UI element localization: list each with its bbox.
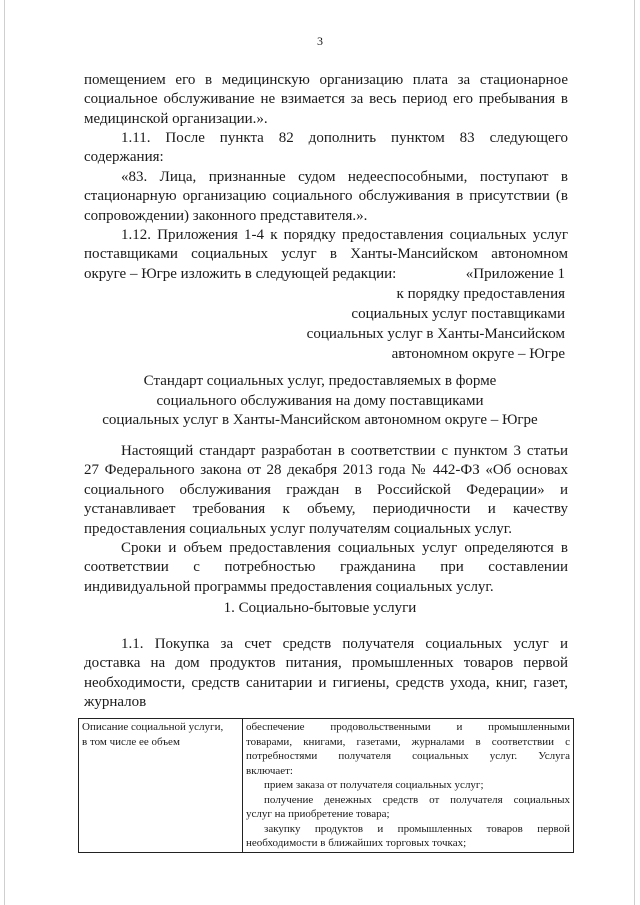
text-line: поставщиками социальных услуг в Ханты-Мансийском автономном [84,246,568,263]
paragraph-continuation [84,71,568,129]
paragraph-1-1 [84,635,568,713]
text-line: 27 Федерального закона от 28 декабря 2013 года № 442-ФЗ «Об основах [84,462,568,479]
text-line: социального обслуживания на дому поставщиками [156,392,484,409]
text-line: «83. Лица, признанные судом недееспособными, поступают в [121,169,568,185]
text-line: социальное обслуживание не взимается за весь период его пребывания в [84,91,568,108]
text-line: доставка на дом продуктов питания, промышленных товаров первой [84,655,568,672]
text-line: устанавливает требования к объему, периодичности и качеству [84,501,568,518]
text-line: прием заказа от получателя социальных услуг; [264,779,484,791]
text-line: соответствии с потребностью гражданина при составлении [84,559,568,576]
paragraph-quote-83 [84,168,568,226]
page-number: 3 [317,34,323,48]
paragraph-1-11 [84,129,568,168]
text-line: 1.11. После пункта 82 дополнить пунктом 83 следующего [121,130,568,146]
text-line: предоставления социальных услуг получателям социальных услуг. [84,520,513,537]
text-line: 1.12. Приложения 1-4 к порядку предоставления социальных услуг [121,227,568,243]
text-line: «Приложение 1 [465,266,565,282]
text-line: сопровождении) законного представителя.». [84,207,368,224]
appendix-header [265,264,565,364]
text-line: Настоящий стандарт разработан в соответствии с пунктом 3 статьи [121,443,568,459]
table-cell-label [79,719,243,853]
text-line: товарами, книгами, газетами, журналами в соответствии с [246,735,570,748]
standard-title [0,372,640,431]
text-line: 1.1. Покупка за счет средств получателя социальных услуг и [121,636,568,652]
text-line: социальных услуг поставщиками [351,306,565,322]
text-line: Описание социальной услуги, [82,721,224,733]
text-line: закупку продуктов и промышленных товаров первой [264,822,570,835]
text-line: автономном округе – Югре [391,346,565,362]
text-line: необходимости в ближайших торговых точках; [246,837,467,849]
text-line: индивидуальной программы предоставления социальных услуг. [84,578,494,595]
service-table [78,718,574,853]
text-line: Стандарт социальных услуг, предоставляемых в форме [143,373,497,389]
text-line: округе – Югре изложить в следующей редакции: [84,265,397,282]
text-line: включает: [246,764,293,777]
text-line: Сроки и объем предоставления социальных услуг определяются в [121,540,568,556]
scan-left-edge [4,0,5,905]
table-row [79,719,574,853]
section-heading: 1. Социально-бытовые услуги [223,600,417,616]
text-line: к порядку предоставления [396,286,565,302]
text-line: социальных услуг в Ханты-Мансийском [306,326,565,342]
table-cell-description [243,719,574,853]
text-line: потребностями получателя социальных услуг. Услуга [246,750,570,762]
text-line: в том числе ее объем [82,735,180,748]
text-line: необходимости, средств санитарии и гигиены, средств ухода, книг, газет, [84,674,568,691]
paragraph-terms [84,539,568,597]
text-line: социального обслуживания граждан в Российской Федерации» и [84,481,568,498]
text-line: обеспечение продовольственными и промышленными [246,721,570,733]
text-line: социальных услуг в Ханты-Мансийском автономном округе – Югре [102,412,538,428]
text-line: получение денежных средств от получателя социальных [264,793,570,806]
text-line: содержания: [84,149,164,166]
text-line: медицинской организации.». [84,110,268,127]
paragraph-standard [84,442,568,539]
text-line: стационарную организацию социального обслуживания в присутствии (в [84,188,568,205]
text-line: помещением его в медицинскую организацию плата за стационарное [84,72,568,88]
scan-right-edge [634,0,635,905]
text-line: журналов [84,694,147,711]
text-line: услуг на приобретение товара; [246,808,390,820]
